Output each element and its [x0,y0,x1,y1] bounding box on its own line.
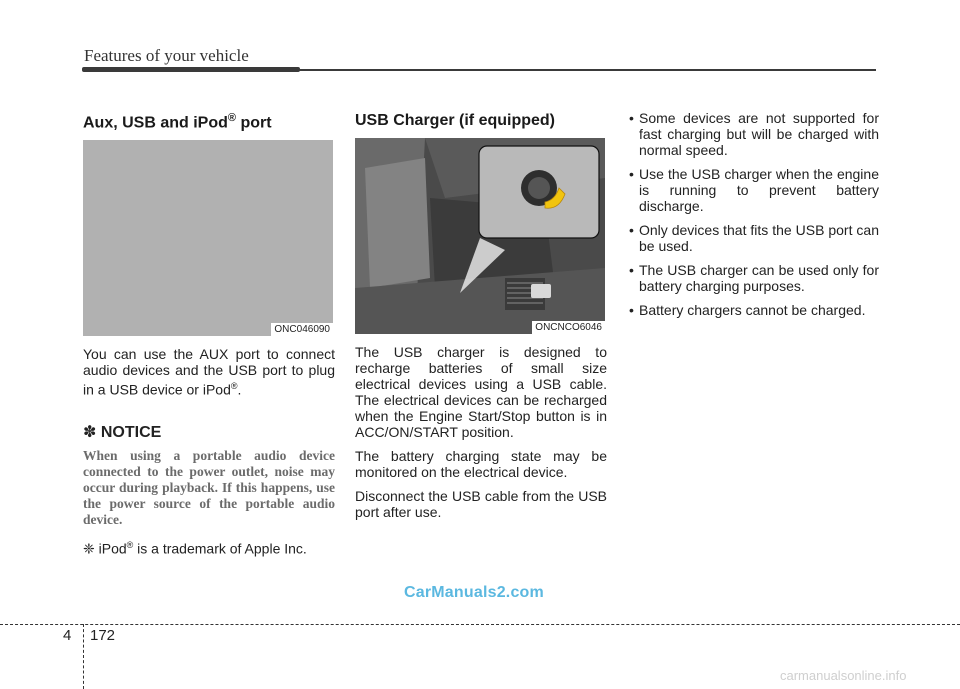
list-item: • Only devices that fits the USB port can be used. [627,222,879,254]
page-header-title: Features of your vehicle [84,46,249,65]
usb-paragraph: The battery charging state may be monitored on the electrical device. [355,448,607,480]
column-aux-usb-ipod [83,110,335,558]
figure-code: ONCNCO6046 [532,321,605,334]
usb-paragraph: Disconnect the USB cable from the USB port after use. [355,488,607,520]
list-item: • The USB charger can be used only for battery charging purposes. [627,262,879,294]
header-rule-thin [296,69,876,71]
cargo-area-illustration [355,138,605,334]
usb-paragraph: The USB charger is designed to recharge batteries of small size electrical devices using a USB cable. The electrical devices can be recharged when the Engine Start/Stop button is in ACC/ON/START position. [355,344,607,440]
list-item: • Battery chargers cannot be charged. [627,302,879,318]
footer-rule [0,624,960,625]
site-watermark: carmanualsonline.info [780,668,907,683]
figure-aux-port [83,140,333,336]
section-title-usb-charger: USB Charger (if equipped) [355,112,556,129]
trademark-note: ❈ iPod® is a trademark of Apple Inc. [83,539,307,557]
list-item: • Use the USB charger when the engine is running to prevent battery discharge. [627,166,879,214]
chapter-number: 4 [63,627,72,644]
list-item: • Some devices are not supported for fast charging but will be charged with normal speed. [627,110,879,158]
header-rule-thick [82,67,300,72]
watermark-link[interactable]: CarManuals2.com [404,584,544,601]
usb-notes-list [627,110,879,318]
notice-title: ✽ NOTICE [83,423,162,441]
column-usb-charger [355,110,607,520]
column-usb-notes [627,110,879,326]
page-number: 172 [90,627,116,644]
aux-description: You can use the AUX port to connect audio devices and the USB port to plug in a USB device or iPod®. [83,346,335,398]
section-title-aux: Aux, USB and iPod® port [83,112,272,132]
figure-code: ONC046090 [271,323,333,336]
notice-body: When using a portable audio device connected to the power outlet, noise may occur during playback. If this happens, use the power source of the portable audio device. [83,447,335,527]
figure-usb-charger-cargo [355,138,605,334]
footer-divider [83,624,84,689]
